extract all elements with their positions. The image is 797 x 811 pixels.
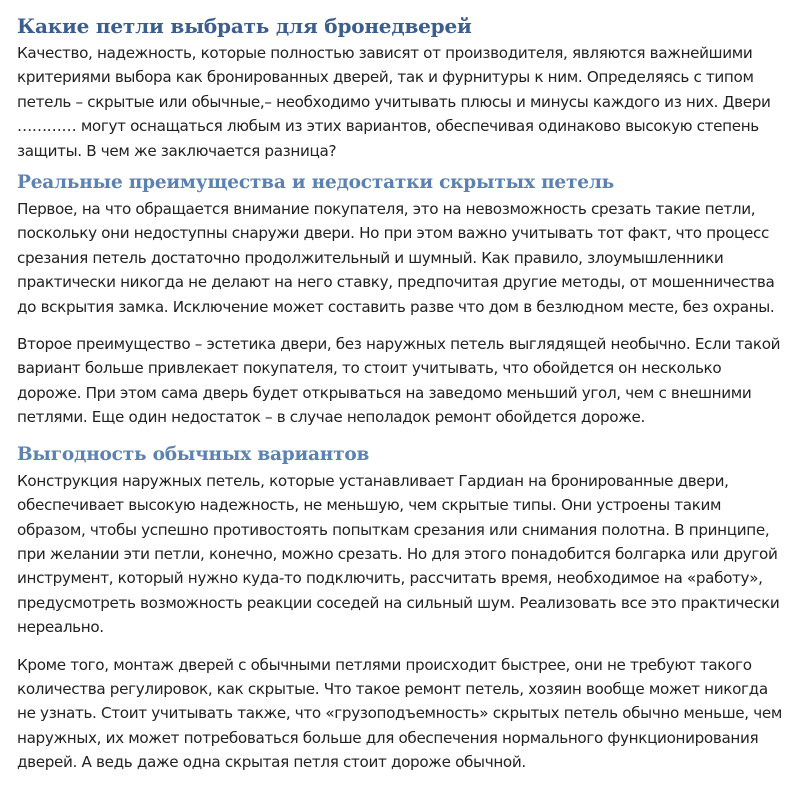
article-title: Какие петли выбрать для бронедверей [17, 14, 472, 38]
section-heading-regular-hinges: Выгодность обычных вариантов [17, 443, 370, 465]
intro-paragraph: Качество, надежность, которые полностью зависят от производителя, являются важнейшими критериями выбора как бронированных дверей, так и фурнитуры к ним. Определяясь с типом петель – скрытые или обычные,– необходимо учитывать плюсы и минусы каждого из них. Двери ………… могут оснащаться любым из этих вариантов, обеспечивая одинаково высокую степень защиты. В чем же заключается разница? [17, 44, 771, 160]
article [17, 0, 789, 775]
section-heading-hidden-hinges: Реальные преимущества и недостатки скрытых петель [17, 172, 615, 194]
section-paragraph: Кроме того, монтаж дверей с обычными петлями происходит быстрее, они не требуют такого количества регулировок, как скрытые. Что такое ремонт петель, хозяин вообще может никогда не узнать. Стоит учитывать также, что «грузоподъемность» скрытых петель обычно меньше, чем наружных, их может потребоваться больше для обеспечения нормального функционирования дверей. А ведь даже одна скрытая петля стоит дороже обычной. [17, 655, 782, 772]
section-paragraph: Первое, на что обращается внимание покупателя, это на невозможность срезать такие петли, поскольку они недоступны снаружи двери. Но при этом важно учитывать тот факт, что процесс срезания петель достаточно продолжительный и шумный. Как правило, злоумышленники практически никогда не делают на него ставку, предпочитая другие методы, от мошенничества до вскрытия замка. Исключение может составить разве что дом в безлюдном месте, без охраны. [17, 200, 775, 316]
section-paragraph: Конструкция наружных петель, которые устанавливает Гардиан на бронированные двери, обеспечивает высокую надежность, не меньшую, чем скрытые типы. Они устроены таким образом, чтобы успешно противостоять попыткам срезания или снимания полотна. В принципе, при желании эти петли, конечно, можно срезать. Но для этого понадобится болгарка или другой инструмент, который нужно куда-то подключить, рассчитать время, необходимое на «работу», предусмотреть возможность реакции соседей на сильный шум. Реализовать все это практически нереально. [17, 471, 780, 637]
section-paragraph: Второе преимущество – эстетика двери, без наружных петель выглядящей необычно. Если такой вариант больше привлекает покупателя, то стоит учитывать, что обойдется он несколько дороже. При этом сама дверь будет открываться на заведомо меньший угол, чем с внешними петлями. Еще один недостаток – в случае неполадок ремонт обойдется дороже. [17, 335, 781, 427]
